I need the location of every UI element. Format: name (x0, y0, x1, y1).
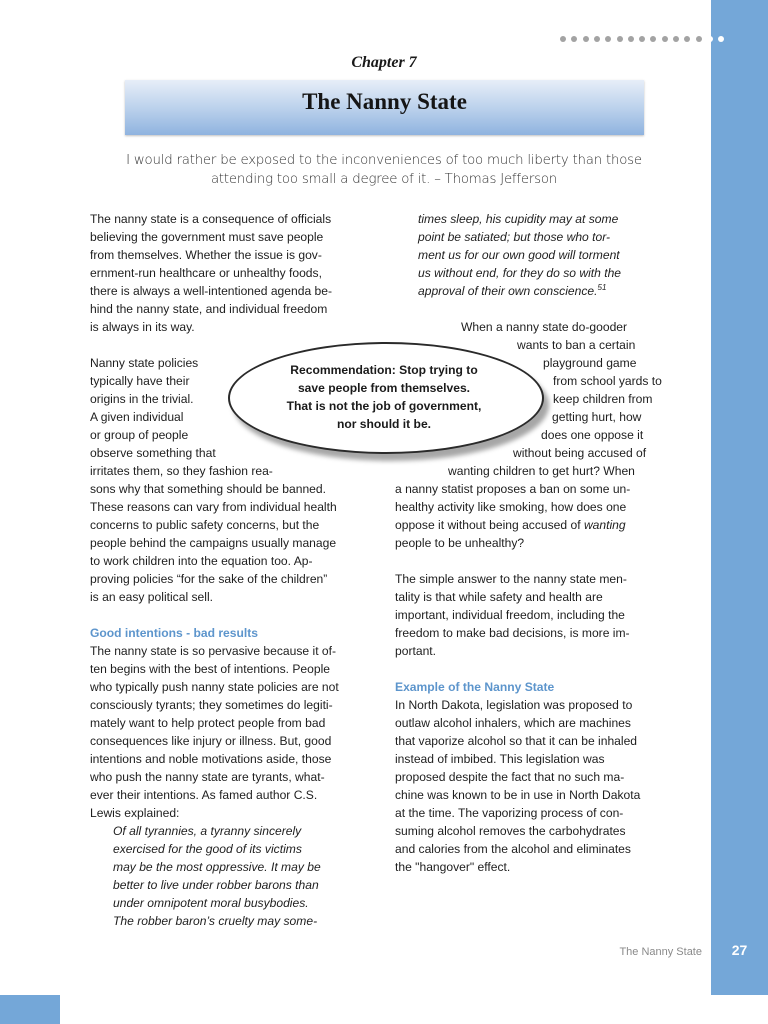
body-text-line (90, 264, 322, 282)
text-line-content: tality is that while safety and health are (395, 590, 603, 604)
body-text-line (395, 732, 637, 750)
body-text-line (90, 318, 195, 336)
body-text-line (395, 786, 640, 804)
text-line-content: ever their intentions. As famed author C.S. (90, 788, 318, 802)
body-text-line (90, 696, 333, 714)
text-line-content: times sleep, his cupidity may at some (418, 212, 619, 226)
text-line-content: sons why that something should be banned. (90, 482, 326, 496)
body-text-line (541, 426, 643, 444)
decorative-dot (673, 36, 679, 42)
quote-line (418, 228, 610, 246)
text-line-content: A given individual (90, 410, 184, 424)
body-text-line (395, 606, 625, 624)
text-line-content: The robber baron’s cruelty may some- (113, 914, 318, 928)
text-line-content: does one oppose it (541, 428, 644, 442)
body-text-line (395, 570, 627, 588)
text-line-content: believing the government must save people (90, 230, 324, 244)
body-text-line (90, 732, 331, 750)
body-text-line (395, 822, 626, 840)
text-line-content: keep children from (553, 392, 653, 406)
text-line-content: a nanny statist proposes a ban on some un- (395, 482, 631, 496)
text-line-content: outlaw alcohol inhalers, which are machines (395, 716, 631, 730)
body-text-line (90, 228, 323, 246)
text-line-content: Example of the Nanny State (395, 680, 555, 694)
text-line-content: people to be unhealthy? (395, 536, 525, 550)
body-text-line (90, 768, 325, 786)
decorative-dot (662, 36, 668, 42)
body-text-line (90, 804, 179, 822)
text-line-content: ment us for our own good will torment (418, 248, 620, 262)
text-line-content: ten begins with the best of intentions. People (90, 662, 331, 676)
body-text-line (90, 408, 183, 426)
body-text-line (90, 498, 337, 516)
quote-line (113, 876, 319, 894)
text-line-content: under omnipotent moral busybodies. (113, 896, 309, 910)
text-line-content: Of all tyrannies, a tyranny sincerely (113, 824, 302, 838)
text-line-content: typically have their (90, 374, 190, 388)
text-line-content: suming alcohol removes the carbohydrates (395, 824, 626, 838)
text-line-content: oppose it without being accused of (395, 518, 584, 532)
text-line-content: may be the most oppressive. It may be (113, 860, 321, 874)
quote-line (418, 282, 606, 300)
text-line-content: is an easy political sell. (90, 590, 214, 604)
callout-line: nor should it be. (336, 417, 432, 431)
body-text-line (553, 390, 652, 408)
text-line-content: When a nanny state do-gooder (461, 320, 628, 334)
body-text-line (90, 282, 332, 300)
text-line-content: healthy activity like smoking, how does one (395, 500, 627, 514)
body-text-line (461, 318, 627, 336)
decorative-dot (617, 36, 623, 42)
chapter-title: The Nanny State (302, 89, 467, 114)
body-text-line (90, 444, 216, 462)
quote-line (418, 264, 621, 282)
body-text-line (543, 354, 636, 372)
text-line-content: The nanny state is so pervasive because it of- (90, 644, 337, 658)
decorative-dot (696, 36, 702, 42)
corner-color-block (0, 995, 60, 1024)
body-text-line (395, 840, 631, 858)
callout-line: That is not the job of government, (286, 399, 482, 413)
text-line-content: from themselves. Whether the issue is gov- (90, 248, 322, 262)
body-text-line (395, 642, 436, 660)
section-heading (395, 678, 554, 696)
text-line-content: instead of imbibed. This legislation was (395, 752, 605, 766)
body-text-line (395, 480, 630, 498)
body-text-line (90, 588, 213, 606)
body-text-line (395, 534, 524, 552)
text-line-content: In North Dakota, legislation was proposed to (395, 698, 633, 712)
body-text-line (395, 498, 626, 516)
epigraph-line: attending too small a degree of it. – Thomas Jefferson (210, 172, 558, 187)
text-line-content: The simple answer to the nanny state men- (395, 572, 627, 586)
text-line-content: ernment-run healthcare or unhealthy foods, (90, 266, 322, 280)
body-text-line (90, 210, 331, 228)
text-line-content: consciously tyrants; they sometimes do legiti- (90, 698, 333, 712)
decorative-dot (650, 36, 656, 42)
quote-line (113, 822, 301, 840)
text-line-content: that vaporize alcohol so that it can be inhaled (395, 734, 638, 748)
text-line-content: origins in the trivial. (90, 392, 194, 406)
text-line-content: and calories from the alcohol and eliminates (395, 842, 631, 856)
quote-line (113, 840, 302, 858)
body-text-line (90, 552, 313, 570)
recommendation-callout-text (258, 361, 510, 433)
text-line-content: proving policies “for the sake of the children” (90, 572, 328, 586)
body-text-line (90, 246, 322, 264)
body-text-line (90, 390, 194, 408)
text-line-content: concerns to public safety concerns, but the (90, 518, 320, 532)
text-line-content: important, individual freedom, including the (395, 608, 625, 622)
text-line-content: Lewis explained: (90, 806, 180, 820)
text-line-content: These reasons can vary from individual health (90, 500, 337, 514)
text-line-content: hind the nanny state, and individual freedom (90, 302, 328, 316)
epigraph-line: I would rather be exposed to the inconveniences of too much liberty than those (126, 153, 642, 168)
body-text-line (90, 426, 188, 444)
text-line-content: intentions and noble motivations aside, those (90, 752, 332, 766)
text-line-content: who push the nanny state are tyrants, what- (90, 770, 325, 784)
body-text-line (395, 750, 605, 768)
body-text-line (90, 570, 327, 588)
text-line-content: at the time. The vaporizing process of con- (395, 806, 624, 820)
text-line-content: to work children into the equation too. Ap- (90, 554, 313, 568)
decorative-dot (594, 36, 600, 42)
quote-line (113, 858, 321, 876)
text-line-content: Nanny state policies (90, 356, 199, 370)
decorative-dot (583, 36, 589, 42)
emphasis-word: wanting (583, 518, 626, 532)
text-line-content: us without end, for they do so with the (418, 266, 622, 280)
text-line-content: or group of people (90, 428, 189, 442)
body-text-line (90, 372, 189, 390)
body-text-line (90, 462, 273, 480)
text-line-content: Good intentions - bad results (90, 626, 258, 640)
text-line-content: playground game (543, 356, 637, 370)
text-line-content: wanting children to get hurt? When (448, 464, 635, 478)
body-text-line (395, 624, 630, 642)
callout-line: save people from themselves. (297, 381, 471, 395)
callout-line: Recommendation: Stop trying to (290, 363, 478, 377)
text-line-content: who typically push nanny state policies are not (90, 680, 339, 694)
epigraph-quote (120, 151, 648, 189)
body-text-line (553, 372, 662, 390)
text-line-content: exercised for the good of its victims (113, 842, 302, 856)
decorative-dot (560, 36, 566, 42)
body-text-line (395, 858, 510, 876)
text-line-content: from school yards to (553, 374, 662, 388)
text-line-content: consequences like injury or illness. But, good (90, 734, 332, 748)
text-line-content: irritates them, so they fashion rea- (90, 464, 273, 478)
text-line-content: mately want to help protect people from bad (90, 716, 326, 730)
text-line-content: the "hangover" effect. (395, 860, 511, 874)
body-text-line (395, 588, 603, 606)
decorative-dot (628, 36, 634, 42)
text-line-content: point be satiated; but those who tor- (418, 230, 611, 244)
text-line-content: proposed despite the fact that no such ma- (395, 770, 625, 784)
running-title: The Nanny State (619, 946, 702, 958)
text-line-content: is always in its way. (90, 320, 195, 334)
body-text-line (90, 660, 330, 678)
text-line-content: without being accused of (513, 446, 647, 460)
decorative-dot (639, 36, 645, 42)
text-line-content: portant. (395, 644, 437, 658)
decorative-dot (707, 36, 713, 42)
quote-line (418, 210, 618, 228)
body-text-line (513, 444, 646, 462)
text-line-content: getting hurt, how (552, 410, 642, 424)
text-line-content: people behind the campaigns usually manage (90, 536, 337, 550)
body-text-line (90, 642, 336, 660)
body-text-line (90, 516, 319, 534)
body-text-line (517, 336, 635, 354)
quote-line (418, 246, 620, 264)
page-number: 27 (731, 942, 748, 958)
body-text-line (90, 534, 336, 552)
body-text-line (448, 462, 635, 480)
text-line-content: approval of their own conscience. (418, 284, 598, 298)
side-color-band (711, 0, 768, 995)
body-text-line (395, 696, 632, 714)
body-text-line (395, 714, 631, 732)
text-line-content: The nanny state is a consequence of officials (90, 212, 332, 226)
body-text-line (395, 768, 624, 786)
body-text-line (90, 750, 331, 768)
text-line-content: there is always a well-intentioned agenda be- (90, 284, 333, 298)
body-text-line (90, 354, 198, 372)
text-line-content: freedom to make bad decisions, is more im- (395, 626, 630, 640)
decorative-dot (605, 36, 611, 42)
text-line-content: wants to ban a certain (517, 338, 636, 352)
body-text-line (90, 678, 339, 696)
chapter-label: Chapter 7 (351, 54, 417, 71)
body-text-line (90, 786, 317, 804)
text-line-content: observe something that (90, 446, 216, 460)
body-text-line (395, 804, 623, 822)
quote-line (113, 894, 309, 912)
body-text-line (552, 408, 641, 426)
decorative-dot (684, 36, 690, 42)
body-text-line (395, 516, 626, 534)
body-text-line (90, 714, 325, 732)
footnote-reference: 51 (597, 283, 607, 292)
text-line-content: chine was known to be in use in North Dakota (395, 788, 641, 802)
text-line-content: better to live under robber barons than (113, 878, 319, 892)
body-text-line (90, 480, 326, 498)
decorative-dot (571, 36, 577, 42)
body-text-line (90, 300, 327, 318)
section-heading (90, 624, 258, 642)
quote-line (113, 912, 317, 930)
